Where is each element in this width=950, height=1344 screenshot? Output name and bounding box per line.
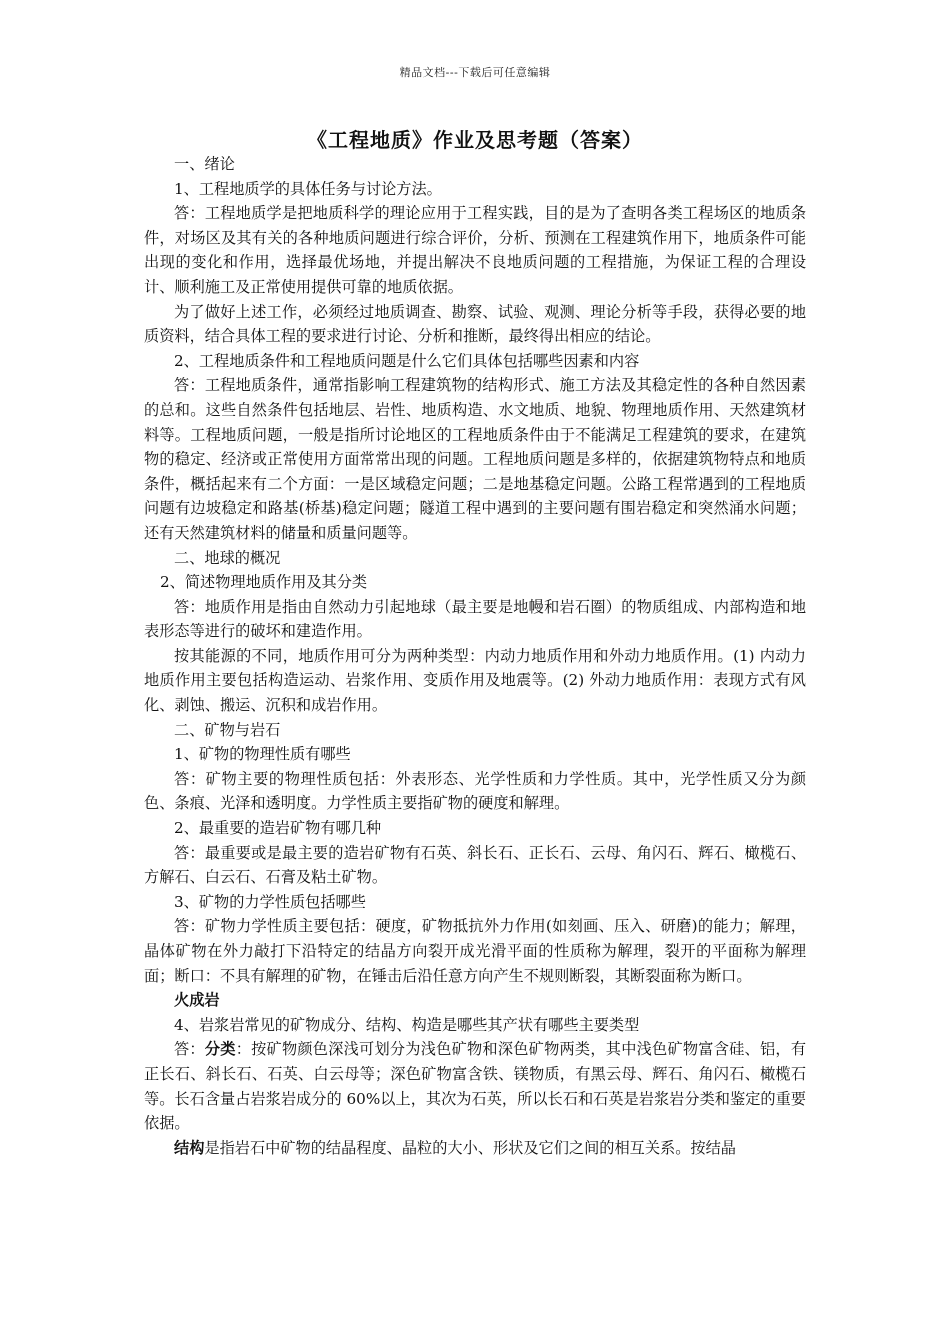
answer-paragraph: 答：工程地质条件，通常指影响工程建筑物的结构形式、施工方法及其稳定性的各种自然因素的总和。这些自然条件包括地层、岩性、地质构造、水文地质、地貌、物理地质作用、天然建筑材料等。工程地质问题，一般是指所讨论地区的工程地质条件由于不能满足工程建筑的要求，在建筑物的稳定、经济或正常使用方面常常出现的问题。工程地质问题是多样的，依据建筑物特点和地质条件，概括起来有二个方面：一是区域稳定问题；二是地基稳定问题。公路工程常遇到的工程地质问题有边坡稳定和路基(桥基)稳定问题；隧道工程中遇到的主要问题有围岩稳定和突然涌水问题；还有天然建筑材料的储量和质量问题等。 xyxy=(144,376,806,542)
question: 2、工程地质条件和工程地质问题是什么它们具体包括哪些因素和内容 xyxy=(174,351,640,370)
document-body xyxy=(144,152,806,1160)
answer-paragraph: 答：工程地质学是把地质科学的理论应用于工程实践，目的是为了查明各类工程场区的地质条件，对场区及其有关的各种地质问题进行综合评价，分析、预测在工程建筑作用下，地质条件可能出现的变化和作用，选择最优场地，并提出解决不良地质问题的工程措施，为保证工程的合理设计、顺利施工及正常使用提供可靠的地质依据。 xyxy=(144,204,806,296)
answer-paragraph xyxy=(144,1136,806,1161)
page-header: 精品文档---下载后可任意编辑 xyxy=(399,66,551,79)
section-heading: 二、地球的概况 xyxy=(174,548,281,567)
answer-prefix: 答： xyxy=(174,1040,205,1059)
question: 1、工程地质学的具体任务与讨论方法。 xyxy=(174,179,442,198)
document-title: 《工程地质》作业及思考题（答案） xyxy=(307,128,643,152)
answer-paragraph xyxy=(144,1037,806,1135)
question: 2、简述物理地质作用及其分类 xyxy=(160,573,368,592)
answer-text: 是指岩石中矿物的结晶程度、晶粒的大小、形状及它们之间的相互关系。按结晶 xyxy=(204,1138,736,1157)
question: 3、矿物的力学性质包括哪些 xyxy=(174,892,366,911)
question: 4、岩浆岩常见的矿物成分、结构、构造是哪些其产状有哪些主要类型 xyxy=(174,1015,640,1034)
answer-paragraph: 为了做好上述工作，必须经过地质调查、勘察、试验、观测、理论分析等手段，获得必要的地质资料，结合具体工程的要求进行讨论、分析和推断，最终得出相应的结论。 xyxy=(144,302,806,346)
bold-term: 结构 xyxy=(174,1138,205,1157)
answer-text: ：按矿物颜色深浅可划分为浅色矿物和深色矿物两类，其中浅色矿物富含硅、铝，有正长石、斜长石、石英、白云母等；深色矿物富含铁、镁物质，有黑云母、辉石、角闪石、橄榄石等。长石含量占岩浆岩成分的 60%以上，其次为石英，所以长石和石英是岩浆岩分类和鉴定的重要依据。 xyxy=(144,1040,807,1133)
section-heading: 一、绪论 xyxy=(174,155,235,173)
subsection-heading xyxy=(144,988,806,1013)
bold-term: 分类 xyxy=(204,1040,236,1059)
answer-paragraph: 答：最重要或是最主要的造岩矿物有石英、斜长石、正长石、云母、角闪石、辉石、橄榄石、方解石、白云石、石膏及粘土矿物。 xyxy=(144,843,806,887)
answer-paragraph: 答：矿物主要的物理性质包括：外表形态、光学性质和力学性质。其中，光学性质又分为颜色、条痕、光泽和透明度。力学性质主要指矿物的硬度和解理。 xyxy=(144,769,806,813)
answer-paragraph: 答：矿物力学性质主要包括：硬度，矿物抵抗外力作用(如刻画、压入、研磨)的能力；解理，晶体矿物在外力敲打下沿特定的结晶方向裂开成光滑平面的性质称为解理，裂开的平面称为解理面；断口：不具有解理的矿物，在锤击后沿任意方向产生不规则断裂，其断裂面称为断口。 xyxy=(144,917,806,985)
answer-paragraph: 答：地质作用是指由自然动力引起地球（最主要是地幔和岩石圈）的物质组成、内部构造和地表形态等进行的破坏和建造作用。 xyxy=(144,597,806,641)
subsection-heading-text: 火成岩 xyxy=(174,991,220,1010)
section-heading: 二、矿物与岩石 xyxy=(174,720,281,739)
answer-paragraph: 按其能源的不同，地质作用可分为两种类型：内动力地质作用和外动力地质作用。(1) 内动力地质作用主要包括构造运动、岩浆作用、变质作用及地震等。(2) 外动力地质作用：表现方式有风化、剥蚀、搬运、沉积和成岩作用。 xyxy=(144,646,806,715)
question: 2、最重要的造岩矿物有哪几种 xyxy=(174,819,382,838)
question: 1、矿物的物理性质有哪些 xyxy=(174,745,351,764)
